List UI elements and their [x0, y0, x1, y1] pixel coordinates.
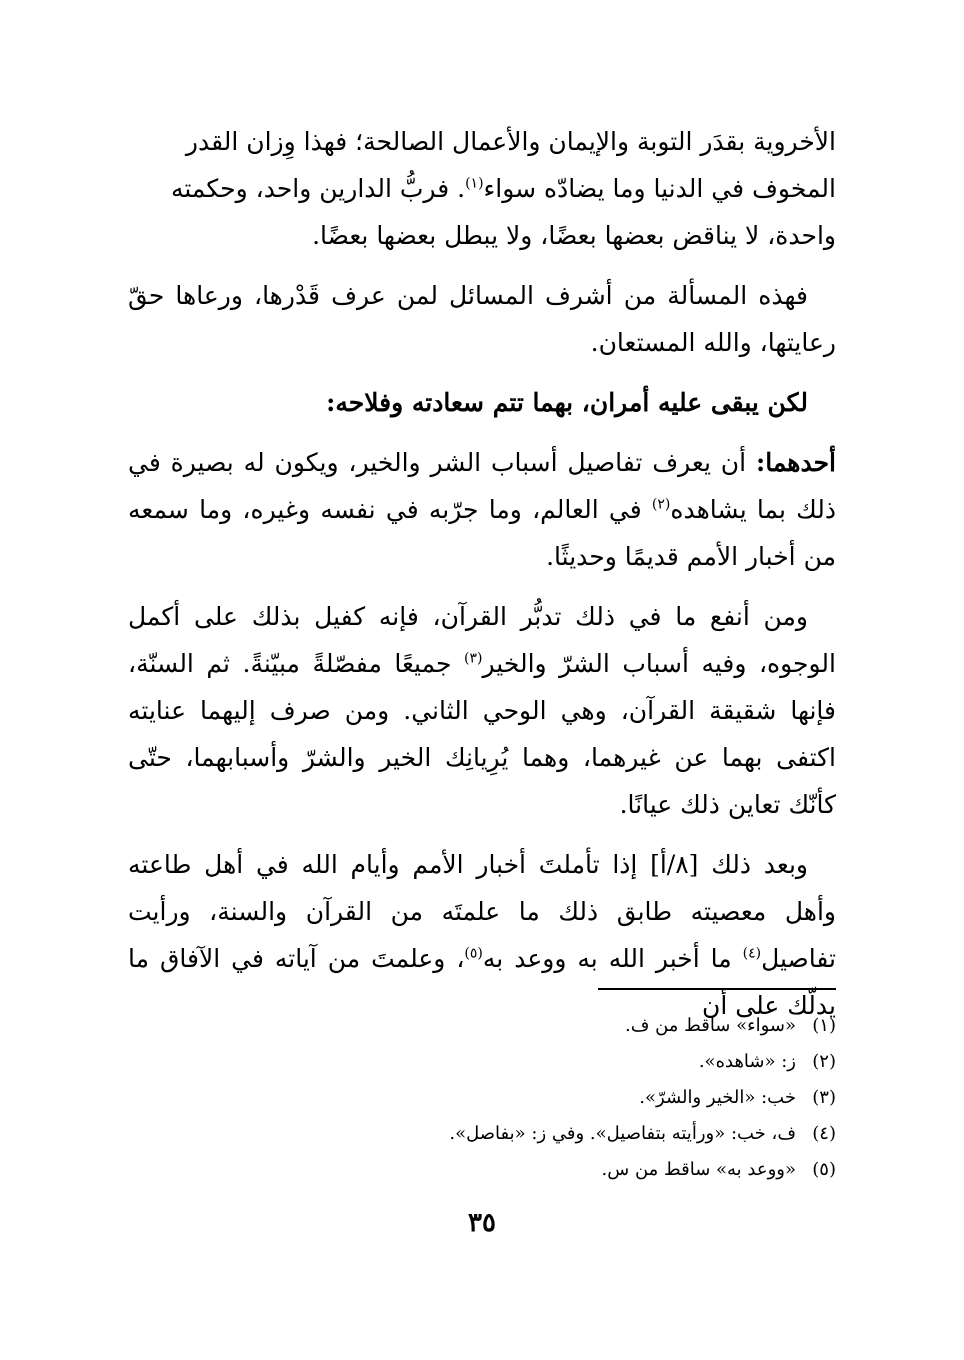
footnotes-list [128, 1008, 836, 1188]
paragraph-5 [128, 593, 836, 828]
paragraph-4-part-1: أن يعرف تفاصيل أسباب الشر والخير، ويكون له بصيرة في ذلك بما يشاهده [128, 448, 836, 524]
footnote-item [128, 1152, 836, 1188]
page-number: ٣٥ [468, 1208, 496, 1238]
paragraph-1 [128, 118, 836, 259]
paragraph-6-part-3: ، وعلمتَ من آياته في الآفاق ما يدلّك على أن [128, 944, 836, 1020]
paragraph-1-line-1: الأخروية بقدَر التوبة والإيمان والأعمال الصالحة؛ فهذا وِزان القدر [185, 127, 836, 156]
footnote-number: (٣) [812, 1087, 836, 1108]
paragraph-4-part-2: في العالم، وما جرّبه في نفسه وغيره، وما سمعه من أخبار الأمم قديمًا وحديثًا. [128, 495, 836, 571]
main-text [128, 118, 836, 1029]
paragraph-5-part-1: ومن أنفع ما في ذلك تدبُّر القرآن، فإنه كفيل بذلك على أكمل الوجوه، وفيه أسباب الشرّ والخير [128, 602, 836, 678]
paragraph-1-line-2a: المخوف في الدنيا وما يضادّه سواء [483, 174, 836, 203]
footnote-text: ز: «شاهده». [698, 1051, 796, 1072]
footnote-text: «سواء» ساقط من ف. [624, 1015, 796, 1036]
footnote-text: «ووعد به» ساقط من س. [601, 1159, 796, 1180]
paragraph-6-part-2: ما أخبر الله به ووعد به [482, 944, 743, 973]
footnote-ref-5[interactable]: (٥) [464, 945, 483, 962]
paragraph-4-lead: أحدهما: [755, 448, 836, 477]
footnote-item [128, 1080, 836, 1116]
paragraph-5-part-2: جميعًا مفصّلةً مبيّنةً. ثم السنّة، فإنها شقيقة القرآن، وهي الوحي الثاني. ومن صرف إليهما عنايته اكتفى بهما عن غيرهما، وهما يُرِيانِك الخير والشرّ وأسبابهما، حتّى كأنّك تعاين ذلك عيانًا. [128, 649, 836, 819]
footnote-item [128, 1008, 836, 1044]
paragraph-6 [128, 841, 836, 1029]
footnote-ref-2[interactable]: (٢) [651, 496, 671, 513]
paragraph-2 [128, 272, 836, 366]
footnote-item [128, 1044, 836, 1080]
paragraph-3-heading [128, 379, 836, 426]
footnote-item [128, 1116, 836, 1152]
paragraph-1-line-2b: . فربُّ الدارين واحد، وحكمته [170, 174, 466, 203]
footnote-number: (٤) [812, 1123, 836, 1144]
paragraph-6-part-1: وبعد ذلك [٨/أ] إذا تأملتَ أخبار الأمم وأيام الله في أهل طاعته وأهل معصيته طابق ذلك ما علمتَه من القرآن والسنة، ورأيت تفاصيل [128, 850, 836, 973]
footnote-ref-4[interactable]: (٤) [742, 945, 762, 962]
paragraph-4 [128, 439, 836, 580]
footnote-number: (١) [812, 1015, 836, 1036]
footnote-ref-1[interactable]: (١) [465, 175, 484, 192]
footnote-text: خب: «الخير والشرّ». [639, 1087, 796, 1108]
paragraph-3-text: لكن يبقى عليه أمران، بهما تتم سعادته وفلاحه: [326, 388, 808, 417]
footnote-text: ف، خب: «ورأيته بتفاصيل». وفي ز: «بفاصل». [449, 1123, 796, 1144]
paragraph-1-line-3: واحدة، لا يناقض بعضها بعضًا، ولا يبطل بعضها بعضًا. [312, 221, 836, 250]
footnote-number: (٢) [812, 1051, 836, 1072]
footnote-number: (٥) [812, 1159, 836, 1180]
paragraph-2-text: فهذه المسألة من أشرف المسائل لمن عرف قَدْرها، ورعاها حقّ رعايتها، والله المستعان. [128, 281, 836, 357]
footnote-divider [598, 988, 836, 990]
footnote-ref-3[interactable]: (٣) [464, 650, 483, 667]
